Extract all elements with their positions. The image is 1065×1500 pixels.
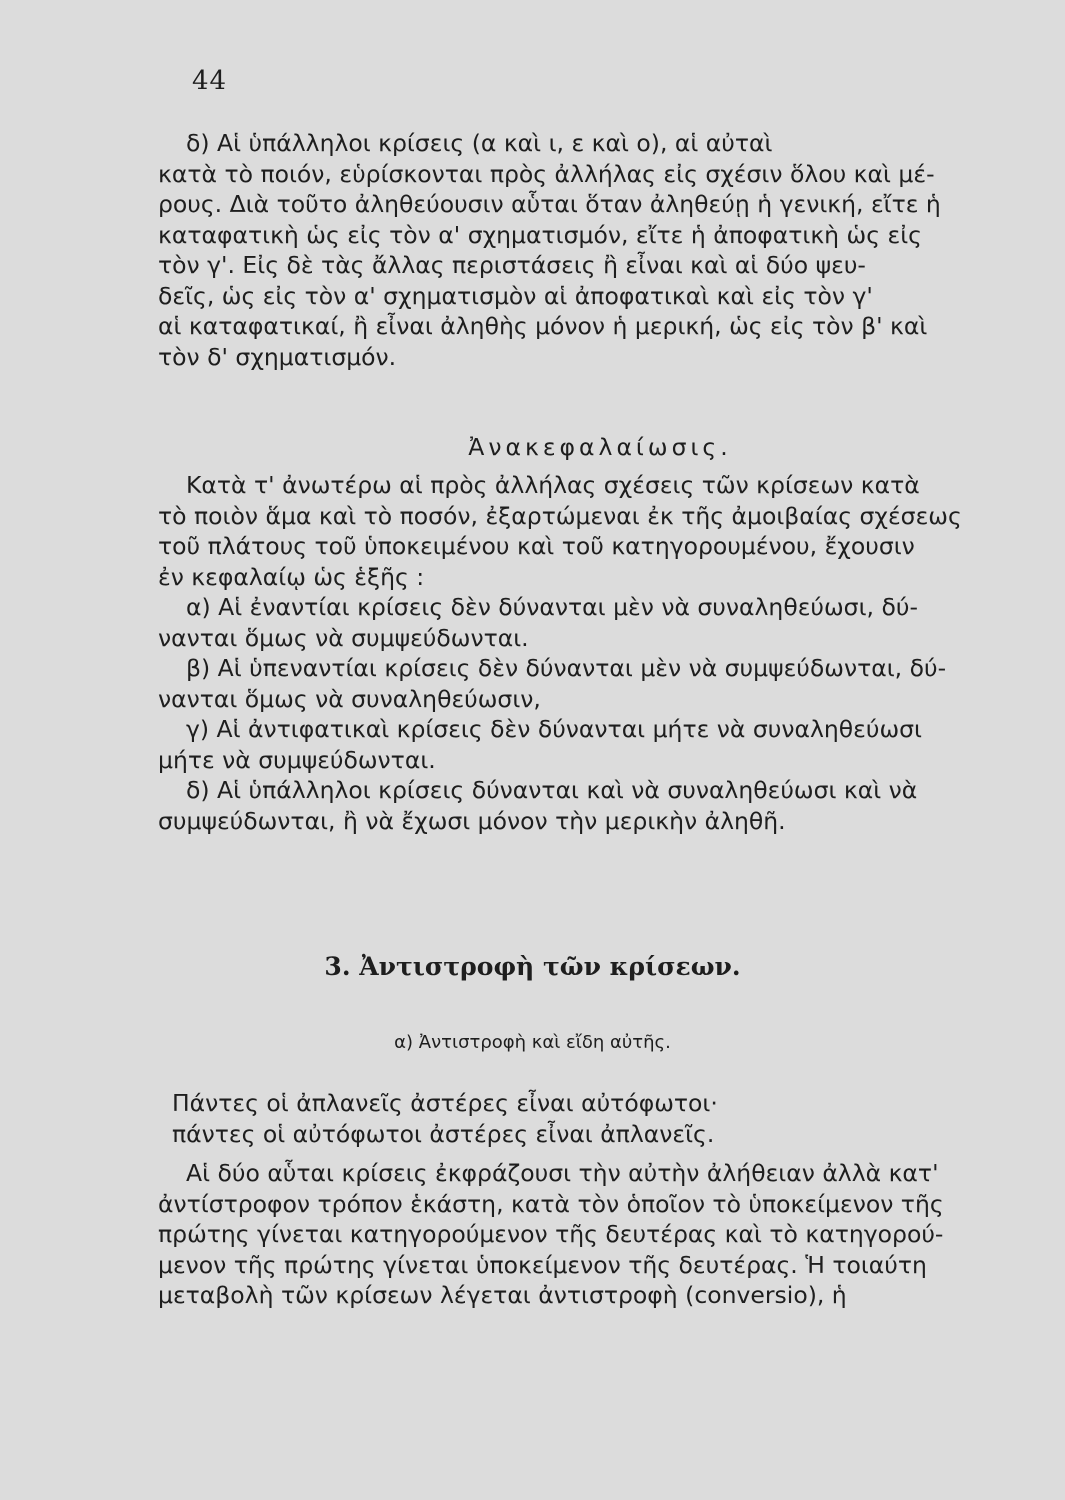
text-line: δεῖς, ὡς εἰς τὸν α' σχηματισμὸν αἱ ἀποφατικαὶ καὶ εἰς τὸν γ' [158, 281, 873, 310]
page-number: 44 [192, 66, 228, 96]
text-line: τὸν δ' σχηματισμόν. [158, 342, 397, 371]
text-line: Αἱ δύο αὗται κρίσεις ἐκφράζουσι τὴν αὐτὴν ἀλήθειαν ἀλλὰ κατ' [186, 1159, 939, 1187]
text-line: γ) Αἱ ἀντιφατικαὶ κρίσεις δὲν δύνανται μήτε νὰ συναληθεύωσι [186, 715, 922, 743]
examples [172, 1088, 1044, 1149]
text-line: καταφατικὴ ὡς εἰς τὸν α' σχηματισμόν, εἴτε ἡ ἀποφατικὴ ὡς εἰς [158, 220, 922, 249]
text-line: μεταβολὴ τῶν κρίσεων λέγεται ἀντιστροφὴ (conversio), ἡ [158, 1281, 847, 1309]
recap-intro [158, 470, 1030, 592]
section-title: 3. Ἀντιστροφὴ τῶν κρίσεων. [324, 952, 741, 981]
recap-heading [400, 432, 800, 463]
text-line: μήτε νὰ συμψεύδωνται. [158, 745, 436, 774]
text-line: νανται ὅμως νὰ συμψεύδωνται. [158, 623, 529, 652]
subsection-title: α) Ἀντιστροφὴ καὶ εἴδη αὐτῆς. [394, 1032, 671, 1053]
text-line: β) Αἱ ὑπεναντίαι κρίσεις δὲν δύνανται μὲν νὰ συμψεύδωνται, δύ- [186, 654, 947, 682]
final-paragraph [158, 1158, 1030, 1311]
example-line: Πάντες οἱ ἀπλανεῖς ἀστέρες εἶναι αὐτόφωτοι· [172, 1089, 718, 1117]
text-line: συμψεύδωνται, ἢ νὰ ἔχωσι μόνον τὴν μερικὴν ἀληθῆ. [158, 806, 786, 835]
text-line: τοῦ πλάτους τοῦ ὑποκειμένου καὶ τοῦ κατηγορουμένου, ἔχουσιν [158, 532, 915, 560]
paragraph-d [158, 128, 1030, 372]
text-line: πρώτης γίνεται κατηγορούμενον τῆς δευτέρας καὶ τὸ κατηγορού- [158, 1220, 944, 1248]
text-line: ἐν κεφαλαίῳ ὡς ἑξῆς : [158, 562, 425, 591]
recap-items [158, 592, 1030, 836]
text-line: δ) Αἱ ὑπάλληλοι κρίσεις δύνανται καὶ νὰ συναληθεύωσι καὶ νὰ [186, 776, 918, 804]
text-line: κατὰ τὸ ποιόν, εὑρίσκονται πρὸς ἀλλήλας εἰς σχέσιν ὅλου καὶ μέ- [158, 159, 935, 188]
text-line: Κατὰ τ' ἀνωτέρω αἱ πρὸς ἀλλήλας σχέσεις τῶν κρίσεων κατὰ [186, 471, 920, 499]
text-line: νανται ὅμως νὰ συναληθεύωσιν, [158, 684, 541, 713]
text-line: τὸν γ'. Εἰς δὲ τὰς ἄλλας περιστάσεις ἢ εἶναι καὶ αἱ δύο ψευ- [158, 251, 866, 279]
text-line: ρους. Διὰ τοῦτο ἀληθεύουσιν αὗται ὅταν ἀληθεύῃ ἡ γενική, εἴτε ἡ [158, 190, 941, 218]
text-line: τὸ ποιὸν ἅμα καὶ τὸ ποσόν, ἐξαρτώμεναι ἐκ τῆς ἀμοιβαίας σχέσεως [158, 501, 962, 530]
text-line: μενον τῆς πρώτης γίνεται ὑποκείμενον τῆς δευτέρας. Ἡ τοιαύτη [158, 1250, 927, 1279]
text-line: α) Αἱ ἐναντίαι κρίσεις δὲν δύνανται μὲν νὰ συναληθεύωσι, δύ- [186, 593, 918, 621]
recap-heading-text: Ἀνακεφαλαίωσις. [468, 433, 732, 461]
text-line: ἀντίστροφον τρόπον ἑκάστη, κατὰ τὸν ὁποῖον τὸ ὑποκείμενον τῆς [158, 1189, 944, 1218]
text-line: αἱ καταφατικαί, ἢ εἶναι ἀληθὴς μόνον ἡ μερική, ὡς εἰς τὸν β' καὶ [158, 312, 928, 340]
example-line: πάντες οἱ αὐτόφωτοι ἀστέρες εἶναι ἀπλανεῖς. [172, 1119, 715, 1148]
text-line: δ) Αἱ ὑπάλληλοι κρίσεις (α καὶ ι, ε καὶ ο), αἱ αὐταὶ [186, 129, 773, 157]
